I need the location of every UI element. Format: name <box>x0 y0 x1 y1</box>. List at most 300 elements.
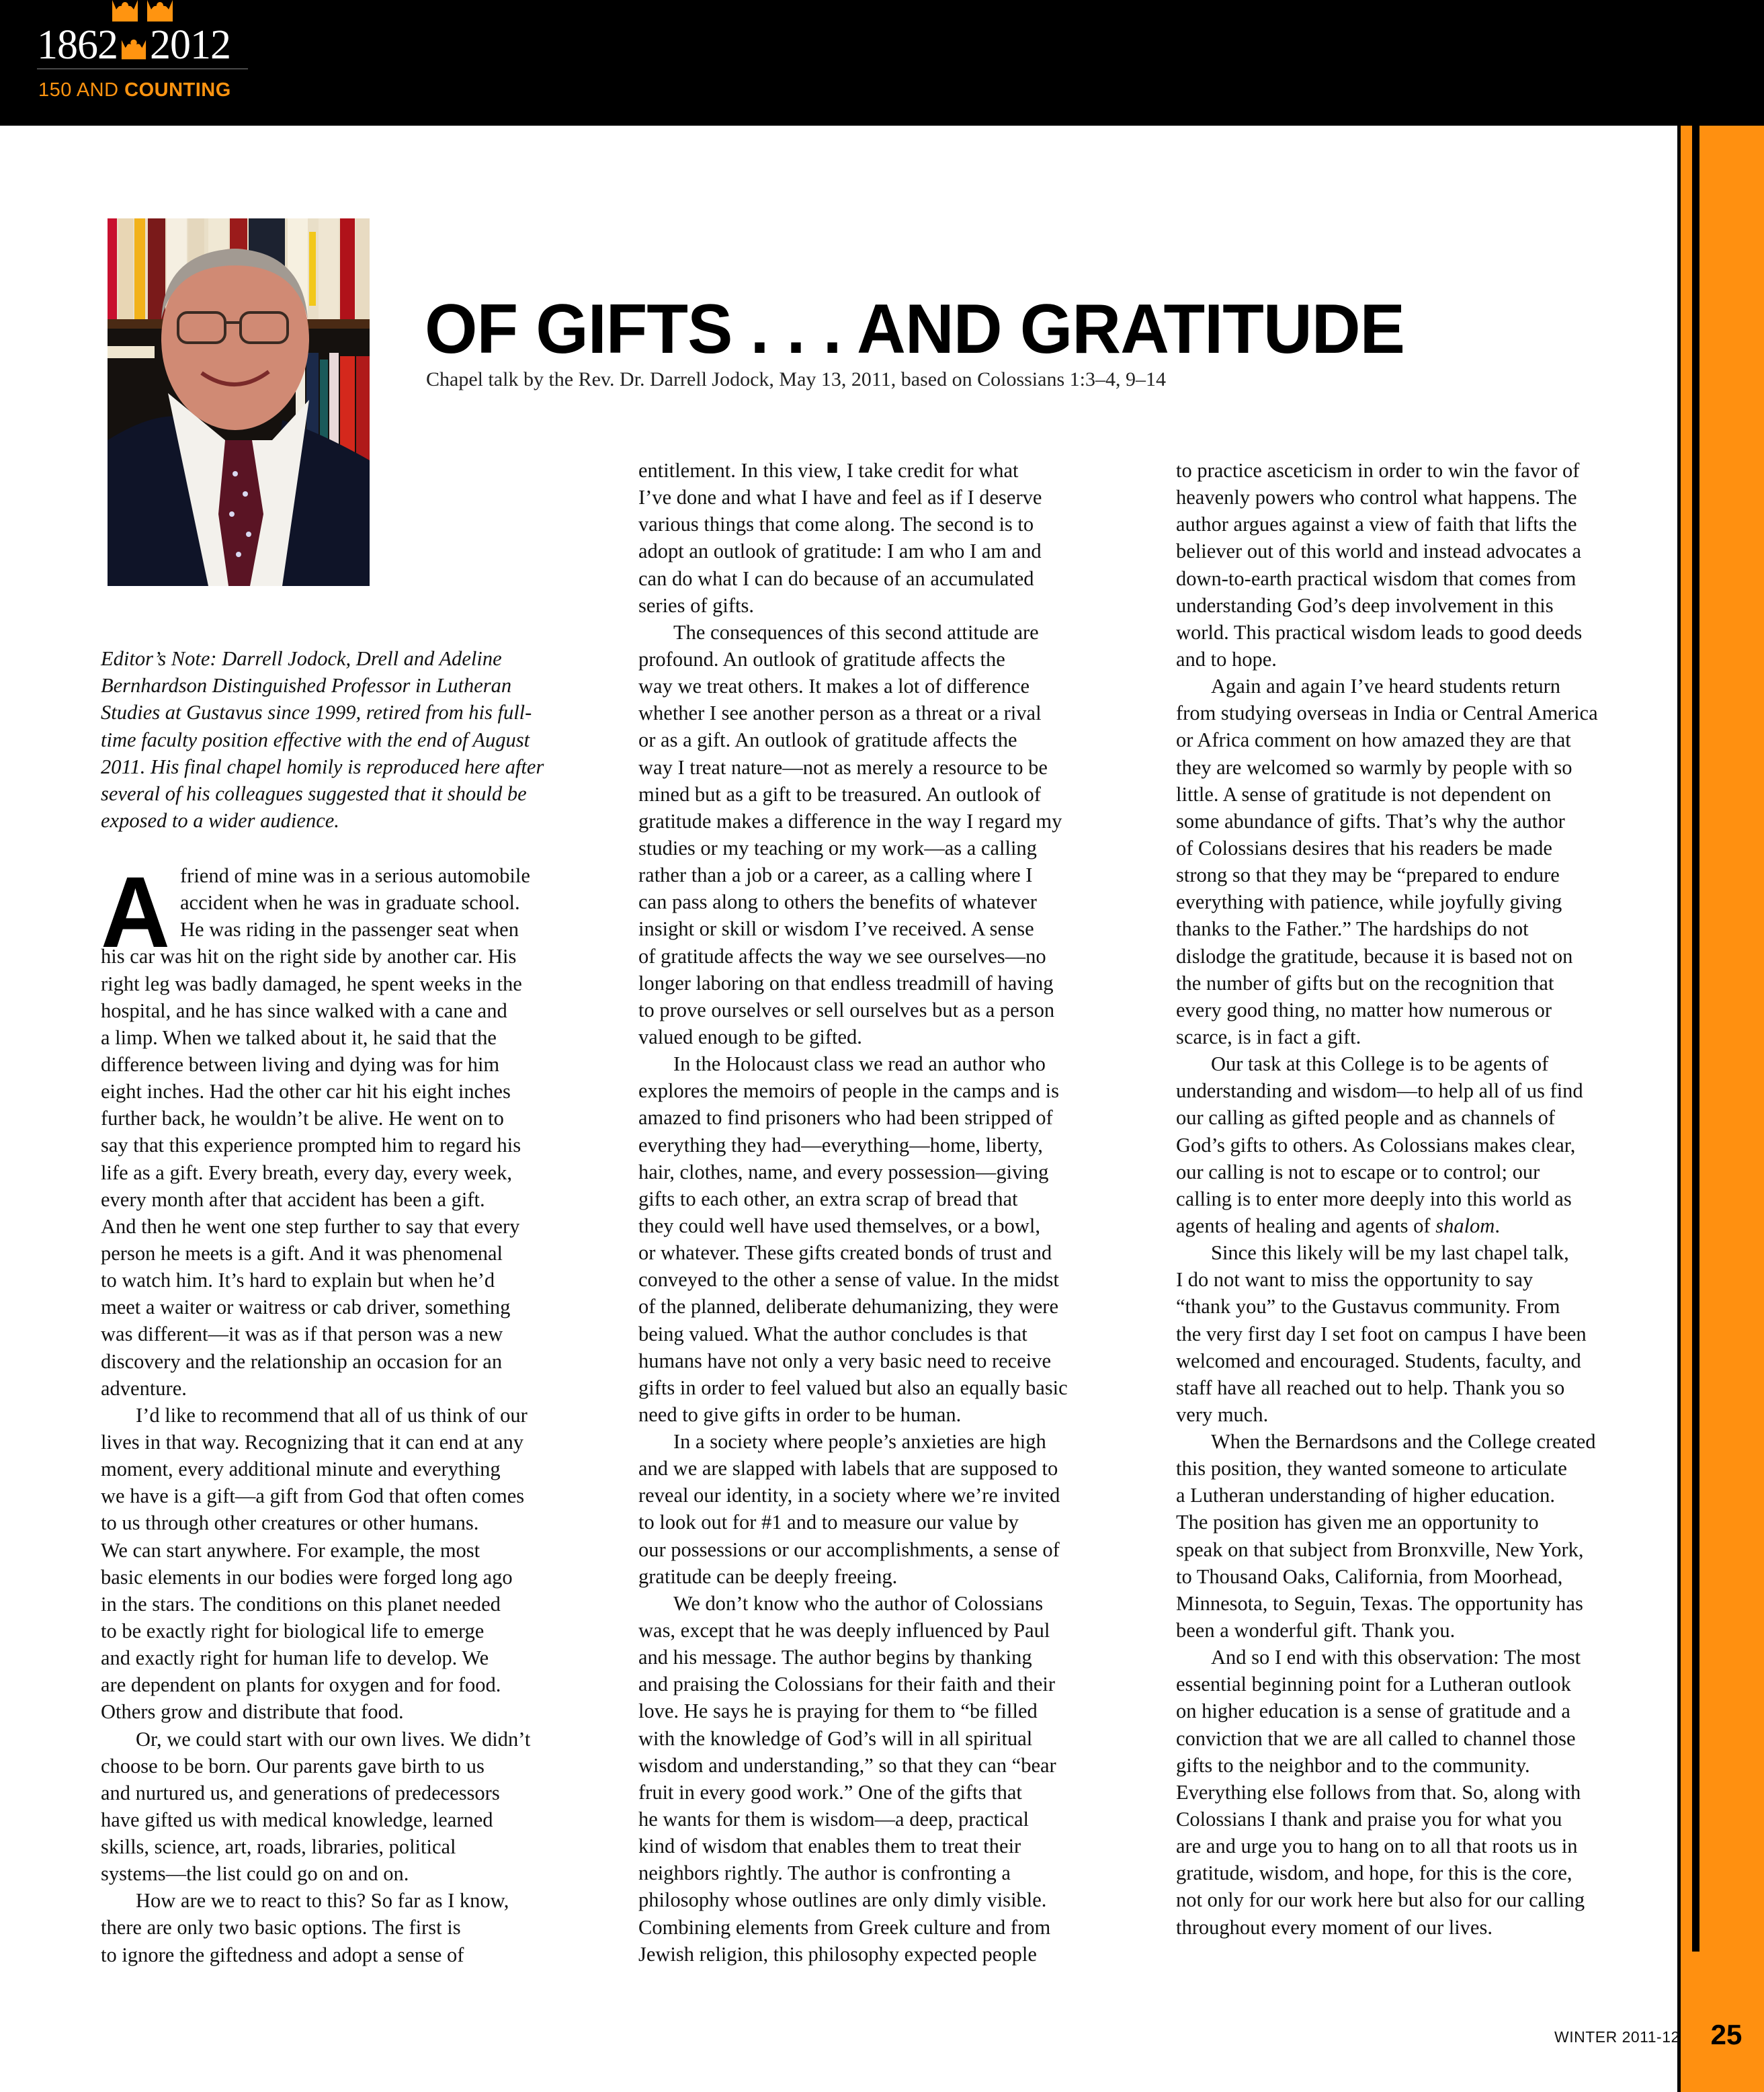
body-text-line <box>1176 1590 1673 1617</box>
body-text-line <box>101 1159 598 1186</box>
line-text: on higher education is a sense of gratitude and a <box>1176 1700 1570 1723</box>
line-text: staff have all reached out to help. Thank you so <box>1176 1376 1565 1399</box>
line-text: Or, we could start with our own lives. We didn’t <box>136 1727 531 1751</box>
body-text-line <box>1176 1779 1673 1806</box>
body-text-line <box>101 1887 598 1914</box>
line-text: The consequences of this second attitude are <box>673 620 1039 644</box>
crown-icon <box>120 38 147 60</box>
body-text-line <box>101 1348 598 1375</box>
line-text: Everything else follows from that. So, along with <box>1176 1780 1581 1804</box>
line-text: person he meets is a gift. And it was phenomenal <box>101 1241 503 1265</box>
line-text: moment, every additional minute and everything <box>101 1458 501 1481</box>
body-text-line <box>101 1375 598 1402</box>
body-text-line <box>1176 1886 1673 1913</box>
body-text-line <box>101 1024 598 1051</box>
body-text-line <box>638 1482 1136 1509</box>
line-text: strong so that they may be “prepared to endure <box>1176 864 1560 887</box>
body-text-line <box>638 1428 1136 1455</box>
editors-note <box>101 645 598 834</box>
body-text-line <box>101 1105 598 1132</box>
editors-note-line: time faculty position effective with the end of August <box>101 728 530 751</box>
body-text-line <box>638 1212 1136 1239</box>
line-text: and we are slapped with labels that are supposed to <box>638 1457 1058 1480</box>
line-text: with the knowledge of God’s will in all spiritual <box>638 1726 1033 1750</box>
body-text-line <box>1176 565 1673 592</box>
line-text: way I treat nature—not as merely a resource to be <box>638 755 1048 779</box>
line-text: life as a gift. Every breath, every day, every week, <box>101 1161 512 1184</box>
body-text-line <box>638 1886 1136 1913</box>
body-text-line <box>638 1266 1136 1293</box>
body-text-line <box>1176 862 1673 888</box>
body-text-line <box>101 916 598 943</box>
line-text: series of gifts. <box>638 593 754 617</box>
body-text-line <box>1176 1023 1673 1050</box>
body-text-line <box>101 1402 598 1429</box>
body-text-line <box>638 754 1136 781</box>
line-text: reveal our identity, in a society where we’re invited <box>638 1484 1060 1507</box>
body-text-line <box>638 1563 1136 1590</box>
body-text-line <box>638 1374 1136 1401</box>
issue-label: WINTER 2011-12 <box>1554 2028 1680 2046</box>
body-text-line <box>638 1185 1136 1212</box>
body-text-line <box>1176 997 1673 1023</box>
body-text-line <box>638 862 1136 888</box>
body-text-line <box>638 1455 1136 1482</box>
body-text-line <box>101 1618 598 1644</box>
line-text: we have is a gift—a gift from God that often comes <box>101 1484 525 1508</box>
body-text-line <box>1176 1806 1673 1833</box>
line-text: discovery and the relationship an occasion for an <box>101 1349 503 1373</box>
line-text: agents of healing and agents of <box>1176 1214 1436 1237</box>
body-text-line <box>638 1077 1136 1104</box>
body-text-line <box>1176 673 1673 700</box>
line-text: Others grow and distribute that food. <box>101 1700 404 1724</box>
line-text: of gratitude affects the way we see ourselves—no <box>638 944 1046 968</box>
line-text: philosophy whose outlines are only dimly visible. <box>638 1888 1047 1912</box>
line-text: of Colossians desires that his readers be made <box>1176 836 1552 860</box>
body-text-line <box>101 1806 598 1833</box>
logo-years <box>37 23 230 66</box>
body-text-line <box>1176 1374 1673 1401</box>
line-text: very much. <box>1176 1403 1269 1426</box>
body-text-line <box>638 592 1136 619</box>
body-text-line <box>101 970 598 997</box>
body-text-line <box>638 538 1136 564</box>
line-text: our calling is not to escape or to control; our <box>1176 1160 1540 1183</box>
line-text: to look out for #1 and to measure our value by <box>638 1511 1019 1534</box>
line-text: choose to be born. Our parents gave birth to us <box>101 1754 485 1777</box>
line-text: everything with patience, while joyfully giving <box>1176 890 1562 914</box>
line-text: And so I end with this observation: The most <box>1211 1646 1581 1669</box>
line-text: some abundance of gifts. That’s why the author <box>1176 809 1565 833</box>
body-text-line <box>101 1644 598 1671</box>
body-text-line <box>101 1429 598 1456</box>
line-text: from studying overseas in India or Central America <box>1176 702 1598 725</box>
body-text-line <box>1176 1401 1673 1428</box>
body-text-line <box>638 970 1136 997</box>
line-text: further back, he wouldn’t be alive. He went on to <box>101 1107 504 1130</box>
line-text: thanks to the Father.” The hardships do not <box>1176 917 1529 941</box>
article-title: OF GIFTS . . . AND GRATITUDE <box>425 290 1404 368</box>
header-banner <box>0 0 1764 126</box>
line-text: kind of wisdom that enables them to treat their <box>638 1835 1021 1858</box>
line-text: and praising the Colossians for their faith and their <box>638 1673 1056 1696</box>
line-text: believer out of this world and instead advocates a <box>1176 540 1582 563</box>
line-text: to be exactly right for biological life to emerge <box>101 1619 485 1642</box>
body-text-line <box>1176 754 1673 781</box>
edge-stripe-black-inner <box>1692 126 1699 1952</box>
line-text: and exactly right for human life to develop. We <box>101 1646 489 1670</box>
body-text-line <box>101 1537 598 1564</box>
line-text: gratitude can be deeply freeing. <box>638 1564 898 1588</box>
line-text: every good thing, no matter how numerous or <box>1176 998 1552 1021</box>
body-text-line <box>638 1671 1136 1698</box>
body-text-line <box>1176 1159 1673 1185</box>
line-text: essential beginning point for a Lutheran outlook <box>1176 1673 1571 1696</box>
body-text-line <box>1176 1132 1673 1159</box>
line-text: to practice asceticism in order to win the favor of <box>1176 459 1580 482</box>
body-text-line <box>638 1752 1136 1779</box>
line-text: When the Bernardsons and the College created <box>1211 1430 1596 1454</box>
body-text-line <box>638 1859 1136 1886</box>
body-text-line <box>638 1509 1136 1536</box>
body-text-line <box>1176 1698 1673 1724</box>
line-text: are dependent on plants for oxygen and for food. <box>101 1673 501 1697</box>
body-text-line <box>1176 619 1673 646</box>
line-text: welcomed and encouraged. Students, faculty, and <box>1176 1349 1581 1372</box>
body-text-line <box>1176 1617 1673 1644</box>
body-text-line <box>638 1293 1136 1320</box>
body-text-line <box>1176 1050 1673 1077</box>
line-text: explores the memoirs of people in the camps and is <box>638 1079 1059 1103</box>
line-text: understanding and wisdom—to help all of us find <box>1176 1079 1583 1103</box>
body-text-line <box>1176 1725 1673 1752</box>
line-text: was different—it was as if that person was a new <box>101 1323 503 1346</box>
body-text-line <box>101 1753 598 1780</box>
body-text-line <box>638 1159 1136 1185</box>
body-text-line <box>638 835 1136 862</box>
line-text: friend of mine was in a serious automobile <box>180 864 530 887</box>
line-text: whether I see another person as a threat or a rival <box>638 702 1042 725</box>
line-text: gifts in order to feel valued but also an equally basic <box>638 1376 1068 1399</box>
body-text-line <box>101 1509 598 1536</box>
editors-note-line: 2011. His final chapel homily is reproduced here after <box>101 755 544 778</box>
body-text-line <box>1176 700 1673 726</box>
body-text-line <box>101 1294 598 1321</box>
body-text-line <box>1176 1482 1673 1509</box>
line-text: accident when he was in graduate school. <box>180 891 520 915</box>
line-text: our possessions or our accomplishments, a sense of <box>638 1538 1060 1561</box>
body-text-line <box>1176 511 1673 538</box>
body-text-line <box>101 1213 598 1240</box>
line-text: to watch him. It’s hard to explain but when he’d <box>101 1269 495 1292</box>
line-text: there are only two basic options. The first is <box>101 1916 461 1939</box>
line-text: and to hope. <box>1176 647 1277 671</box>
line-text: “thank you” to the Gustavus community. From <box>1176 1295 1560 1319</box>
body-text-line <box>1176 808 1673 835</box>
body-text-line <box>638 888 1136 915</box>
line-text: rather than a job or a career, as a calling where I <box>638 864 1033 887</box>
body-text-line <box>101 1833 598 1860</box>
line-text: right leg was badly damaged, he spent weeks in the <box>101 972 522 995</box>
line-text: How are we to react to this? So far as I know, <box>136 1889 509 1913</box>
body-text-line <box>101 1482 598 1509</box>
body-text-line <box>1176 484 1673 511</box>
body-text-line <box>1176 1644 1673 1671</box>
body-column-1 <box>101 855 598 1968</box>
year-end: 2012 <box>150 22 230 68</box>
body-text-line <box>638 1725 1136 1752</box>
body-text-line <box>101 1078 598 1105</box>
body-text-line <box>1176 1833 1673 1859</box>
line-text: they could well have used themselves, or a bowl, <box>638 1214 1040 1237</box>
body-text-line <box>638 1941 1136 1968</box>
line-tail: . <box>1495 1214 1500 1237</box>
line-text: Jewish religion, this philosophy expected people <box>638 1942 1037 1966</box>
line-text: God’s gifts to others. As Colossians makes clear, <box>1176 1133 1576 1157</box>
body-text-line <box>638 1132 1136 1159</box>
edge-stripe-orange-narrow <box>1681 126 1692 2092</box>
body-text-line <box>638 1104 1136 1131</box>
line-text: profound. An outlook of gratitude affects the <box>638 647 1005 671</box>
line-text: world. This practical wisdom leads to good deeds <box>1176 620 1583 644</box>
body-text-line <box>638 484 1136 511</box>
body-text-line <box>638 646 1136 673</box>
line-text: scarce, is in fact a gift. <box>1176 1025 1361 1048</box>
body-text-line <box>638 1590 1136 1617</box>
body-text-line <box>101 1941 598 1968</box>
body-text-line <box>101 862 598 889</box>
body-text-line <box>101 1321 598 1347</box>
body-text-line <box>1176 943 1673 970</box>
line-text: author argues against a view of faith that lifts the <box>1176 513 1577 536</box>
line-text: or as a gift. An outlook of gratitude affects the <box>638 728 1017 752</box>
line-text: been a wonderful gift. Thank you. <box>1176 1619 1456 1642</box>
editors-note-line: Bernhardson Distinguished Professor in Lutheran <box>101 674 512 698</box>
editors-note-line: Editor’s Note: Darrell Jodock, Drell and Adeline <box>101 647 502 670</box>
body-text-line <box>638 700 1136 726</box>
line-text: I’d like to recommend that all of us think of our <box>136 1403 528 1427</box>
line-text: have gifted us with medical knowledge, learned <box>101 1808 493 1831</box>
line-text: say that this experience prompted him to regard his <box>101 1134 521 1157</box>
body-text-line <box>1176 915 1673 942</box>
line-text: Since this likely will be my last chapel talk, <box>1211 1241 1569 1265</box>
line-text: this position, they wanted someone to articulate <box>1176 1457 1567 1480</box>
line-text: eight inches. Had the other car hit his eight inches <box>101 1080 511 1103</box>
line-text: Our task at this College is to be agents of <box>1211 1052 1549 1076</box>
line-text: need to give gifts in order to be human. <box>638 1403 962 1426</box>
body-text-line <box>638 808 1136 835</box>
line-text: our calling as gifted people and as channels of <box>1176 1106 1556 1130</box>
body-text-line <box>101 1726 598 1753</box>
body-text-line <box>638 1050 1136 1077</box>
logo-tagline <box>38 79 231 101</box>
line-text: calling is to enter more deeply into this world as <box>1176 1187 1572 1210</box>
body-text-line <box>638 1347 1136 1374</box>
line-text: studies or my teaching or my work—as a calling <box>638 836 1037 860</box>
body-text-line <box>1176 970 1673 997</box>
line-text: mined but as a gift to be treasured. An outlook of <box>638 782 1041 806</box>
line-text: We can start anywhere. For example, the most <box>101 1538 480 1562</box>
body-text-line <box>101 1780 598 1806</box>
line-text: I’ve done and what I have and feel as if I deserve <box>638 486 1042 509</box>
line-text: everything they had—everything—home, liberty, <box>638 1133 1043 1157</box>
body-text-line <box>1176 888 1673 915</box>
body-text-line <box>101 1914 598 1941</box>
line-text: conviction that we are all called to channel those <box>1176 1726 1576 1750</box>
body-text-line <box>638 1833 1136 1859</box>
line-text: speak on that subject from Bronxville, New York, <box>1176 1538 1584 1561</box>
body-text-line <box>101 1456 598 1482</box>
body-text-line <box>1176 1266 1673 1293</box>
body-text-line <box>1176 457 1673 484</box>
tagline-bold: COUNTING <box>124 79 231 101</box>
line-text: Combining elements from Greek culture and from <box>638 1915 1051 1939</box>
body-column-3 <box>1176 457 1673 1941</box>
line-text: to Thousand Oaks, California, from Moorhead, <box>1176 1564 1563 1588</box>
body-text-line <box>638 915 1136 942</box>
line-text: He was riding in the passenger seat when <box>180 918 519 942</box>
line-text: he wants for them is wisdom—a deep, practical <box>638 1808 1030 1831</box>
line-text: a Lutheran understanding of higher education. <box>1176 1484 1556 1507</box>
body-text-line <box>1176 646 1673 673</box>
line-text: gratitude, wisdom, and hope, for this is the core, <box>1176 1861 1572 1885</box>
line-text: his car was hit on the right side by another car. His <box>101 945 517 968</box>
line-text: was, except that he was deeply influenced by Paul <box>638 1619 1050 1642</box>
page-number: 25 <box>1710 2019 1742 2050</box>
body-text-line <box>638 726 1136 753</box>
line-text: hair, clothes, name, and every possession—giving <box>638 1160 1049 1183</box>
body-text-line <box>101 943 598 970</box>
body-text-line <box>101 1698 598 1725</box>
body-text-line <box>1176 1859 1673 1886</box>
body-text-line <box>1176 781 1673 808</box>
line-text: are and urge you to hang on to all that roots us in <box>1176 1835 1578 1858</box>
body-text-line <box>1176 1239 1673 1266</box>
article-subtitle: Chapel talk by the Rev. Dr. Darrell Jodock, May 13, 2011, based on Colossians 1:3–4, 9–14 <box>426 368 1166 390</box>
year-start: 1862 <box>37 22 118 68</box>
body-text-line <box>1176 1428 1673 1455</box>
line-text: to us through other creatures or other humans. <box>101 1511 479 1535</box>
crown-icon <box>111 0 139 22</box>
editors-note-line: several of his colleagues suggested that it should be <box>101 782 527 806</box>
body-text-line <box>101 997 598 1024</box>
line-text: Colossians I thank and praise you for what you <box>1176 1808 1562 1831</box>
line-text: amazed to find prisoners who had been stripped of <box>638 1106 1053 1130</box>
body-text-line <box>638 1779 1136 1806</box>
body-text-line <box>1176 1536 1673 1563</box>
line-text: entitlement. In this view, I take credit for what <box>638 459 1019 482</box>
body-text-line <box>1176 1185 1673 1212</box>
tagline-light: 150 AND <box>38 79 125 101</box>
line-text: longer laboring on that endless treadmill of having <box>638 971 1054 995</box>
body-text-line <box>638 565 1136 592</box>
body-text-line <box>1176 1293 1673 1320</box>
line-text: can pass along to others the benefits of whatever <box>638 890 1037 914</box>
line-text: meet a waiter or waitress or cab driver, something <box>101 1296 511 1319</box>
author-photo <box>108 218 370 586</box>
body-text-line <box>638 1536 1136 1563</box>
line-text: In the Holocaust class we read an author who <box>673 1052 1046 1076</box>
body-text-line <box>101 1671 598 1698</box>
line-text: fruit in every good work.” One of the gifts that <box>638 1780 1022 1804</box>
body-text-line <box>1176 1347 1673 1374</box>
crowns-top <box>111 0 178 22</box>
body-text-line <box>638 619 1136 646</box>
body-text-line <box>1176 726 1673 753</box>
body-text-line <box>638 1321 1136 1347</box>
body-text-line <box>638 1644 1136 1671</box>
body-text-line <box>101 1564 598 1591</box>
line-text: basic elements in our bodies were forged long ago <box>101 1565 513 1589</box>
line-text: the very first day I set foot on campus I have been <box>1176 1322 1587 1345</box>
line-text: down-to-earth practical wisdom that comes from <box>1176 567 1577 590</box>
line-text: hospital, and he has since walked with a cane and <box>101 999 507 1022</box>
line-text: of the planned, deliberate dehumanizing, they were <box>638 1295 1058 1319</box>
line-text: every month after that accident has been a gift. <box>101 1187 485 1211</box>
body-text-line <box>1176 1509 1673 1536</box>
body-text-line <box>101 1591 598 1618</box>
line-text: and nurtured us, and generations of predecessors <box>101 1781 500 1804</box>
line-text: can do what I can do because of an accumulated <box>638 567 1034 590</box>
line-text: adopt an outlook of gratitude: I am who I am and <box>638 540 1042 563</box>
body-text-line <box>638 673 1136 700</box>
line-text: in the stars. The conditions on this planet needed <box>101 1592 501 1616</box>
line-text: dislodge the gratitude, because it is based not on <box>1176 944 1573 968</box>
line-text: I do not want to miss the opportunity to say <box>1176 1268 1534 1292</box>
line-text: or Africa comment on how amazed they are that <box>1176 728 1571 752</box>
body-text-line <box>1176 1104 1673 1131</box>
body-text-line <box>1176 1212 1673 1239</box>
body-text-line <box>1176 1914 1673 1941</box>
body-text-line <box>638 781 1136 808</box>
body-text-line <box>638 997 1136 1023</box>
body-text-line <box>638 1914 1136 1941</box>
body-text-line <box>638 1239 1136 1266</box>
body-text-line <box>1176 835 1673 862</box>
body-text-line <box>1176 1077 1673 1104</box>
line-text: skills, science, art, roads, libraries, political <box>101 1835 456 1859</box>
body-column-2 <box>638 457 1136 1968</box>
body-text-line <box>101 889 598 916</box>
line-text: conveyed to the other a sense of value. In the midst <box>638 1268 1059 1292</box>
line-text: not only for our work here but also for our calling <box>1176 1888 1585 1912</box>
editors-note-line: exposed to a wider audience. <box>101 809 339 833</box>
body-text-line <box>1176 538 1673 564</box>
body-text-line <box>638 1806 1136 1833</box>
line-text: various things that come along. The second is to <box>638 513 1034 536</box>
line-text: to prove ourselves or sell ourselves but as a person <box>638 998 1055 1021</box>
body-text-line <box>101 1186 598 1213</box>
line-text: We don’t know who the author of Colossians <box>673 1591 1044 1615</box>
edge-band-orange <box>1692 126 1764 2092</box>
line-text: And then he went one step further to say that every <box>101 1214 520 1238</box>
line-text: little. A sense of gratitude is not dependent on <box>1176 782 1552 806</box>
line-text: difference between living and dying was for him <box>101 1052 500 1076</box>
anniversary-logo <box>37 0 252 114</box>
body-text-line <box>1176 1752 1673 1779</box>
line-text: or whatever. These gifts created bonds of trust and <box>638 1241 1052 1265</box>
body-text-line <box>1176 1671 1673 1698</box>
line-text: adventure. <box>101 1376 187 1400</box>
line-text: gifts to the neighbor and to the community. <box>1176 1753 1530 1777</box>
line-text: and his message. The author begins by thanking <box>638 1646 1032 1669</box>
line-text: a limp. When we talked about it, he said that the <box>101 1026 497 1049</box>
line-text: The position has given me an opportunity to <box>1176 1511 1539 1534</box>
line-text: In a society where people’s anxieties are high <box>673 1430 1046 1454</box>
body-text-line <box>638 1401 1136 1428</box>
line-text: neighbors rightly. The author is confronting a <box>638 1861 1011 1885</box>
